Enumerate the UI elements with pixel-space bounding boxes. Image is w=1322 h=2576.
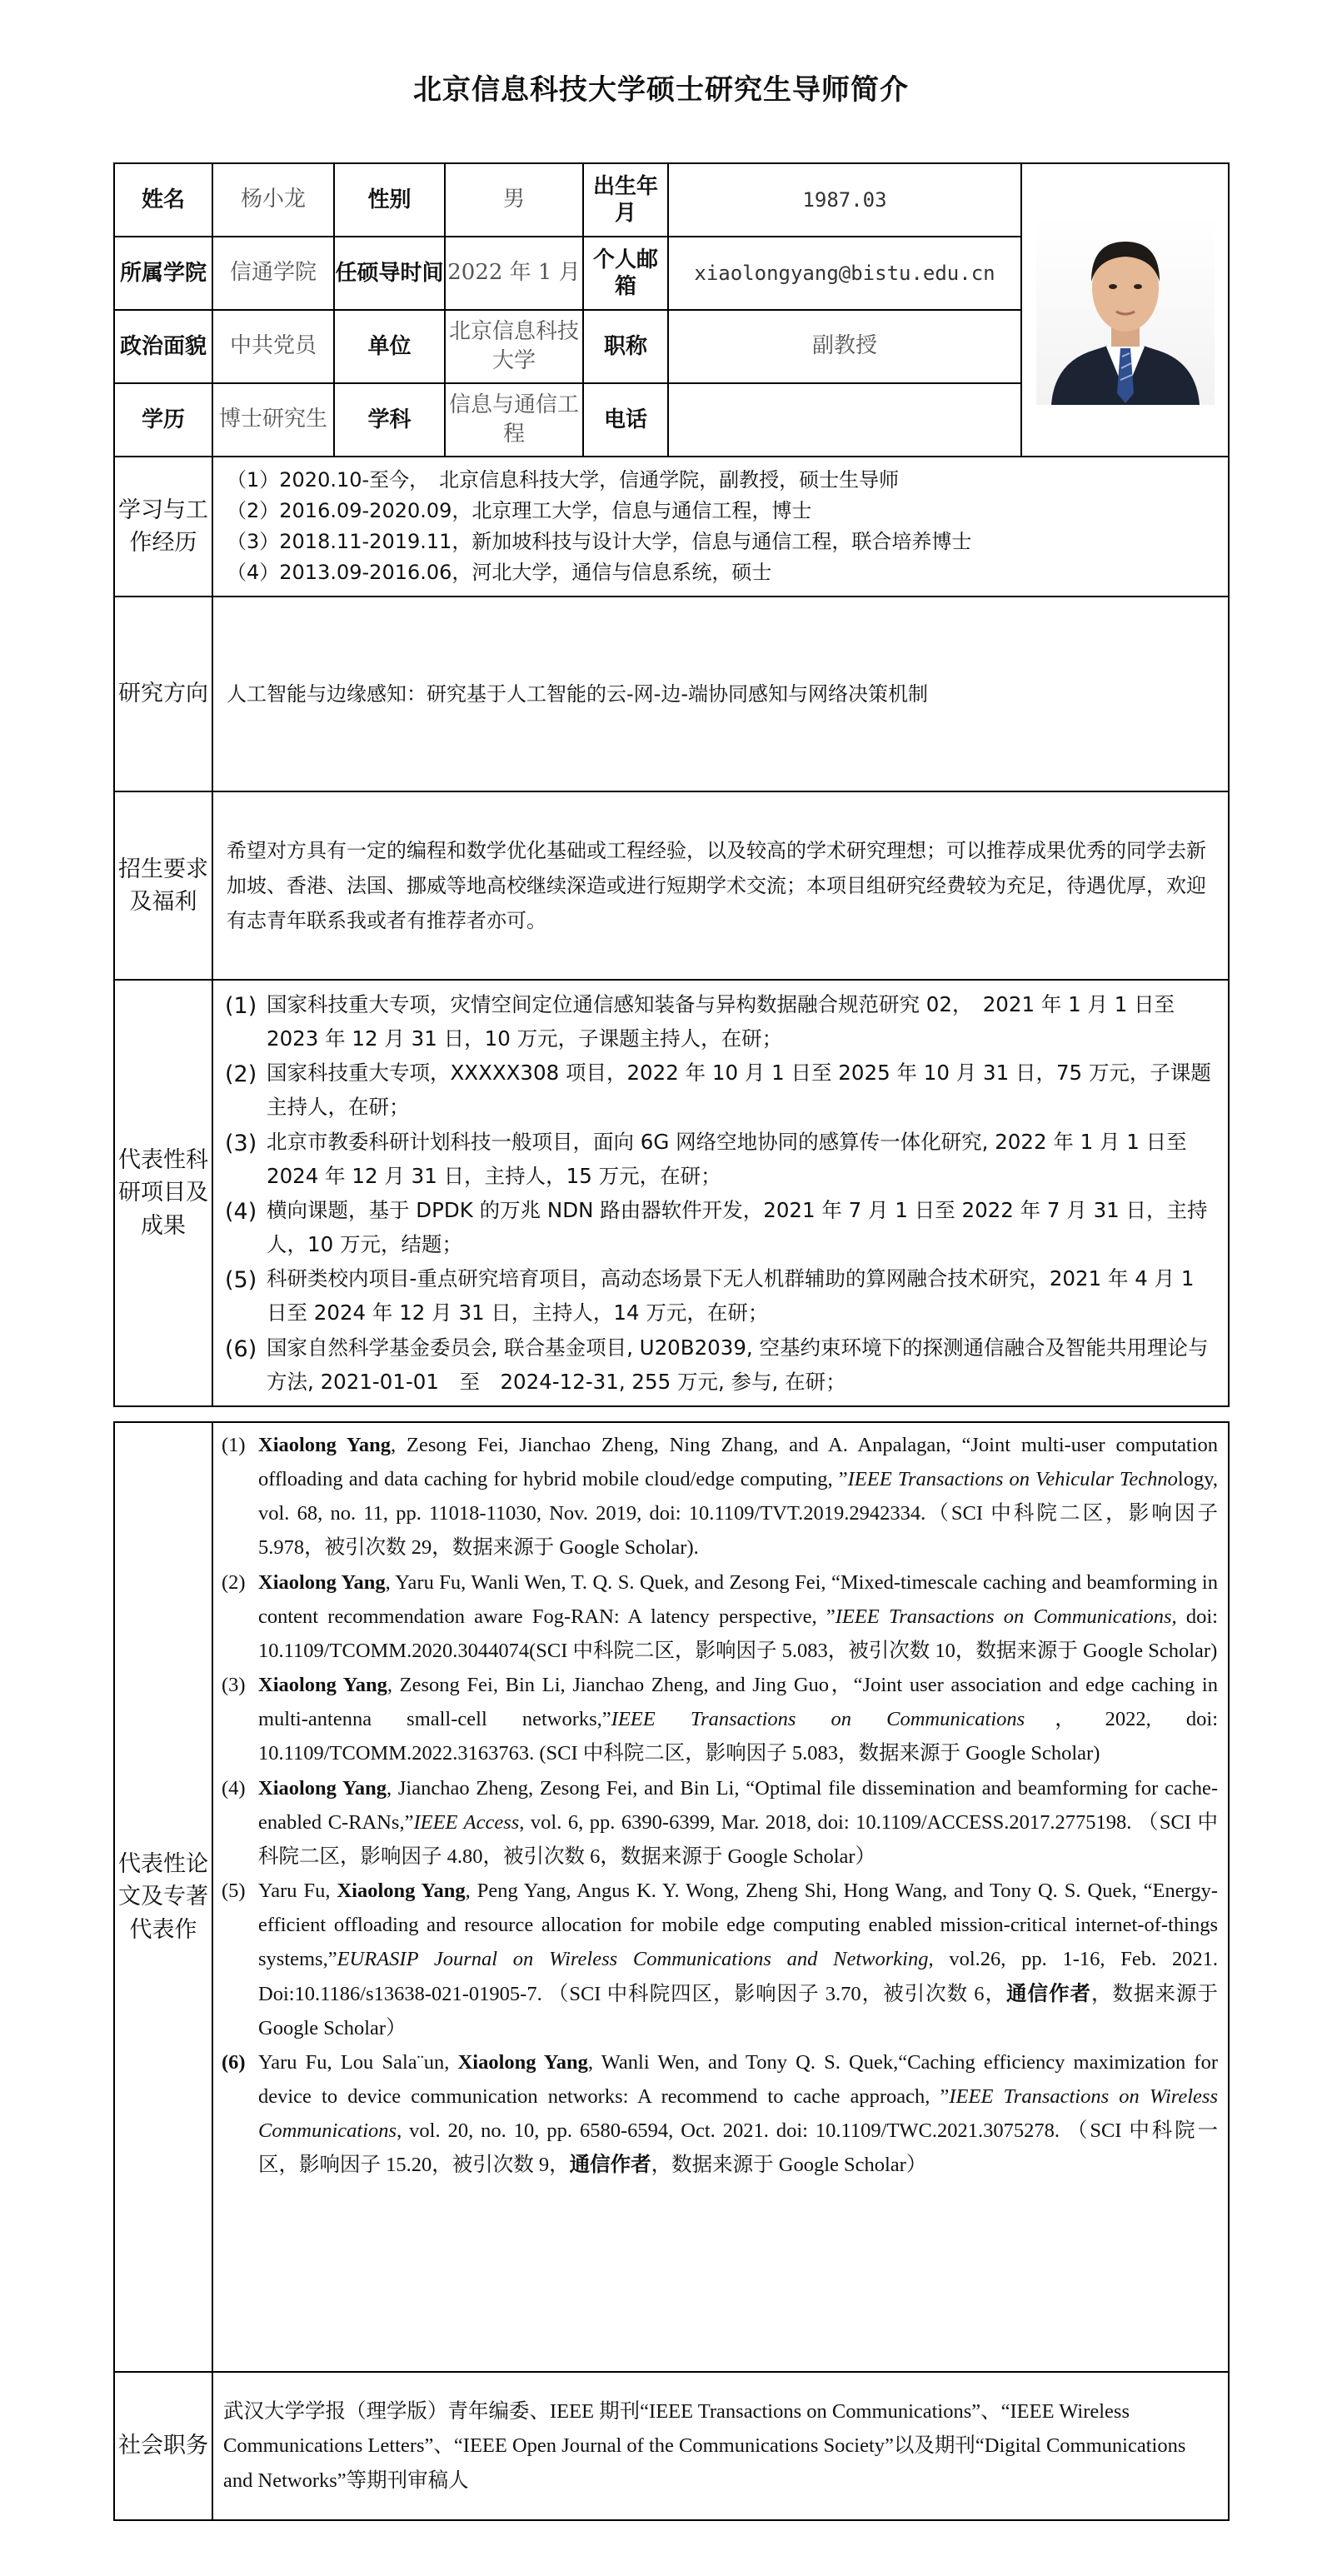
photo-cell xyxy=(1021,163,1229,457)
appointed-label: 任硕导时间 xyxy=(334,237,445,310)
paper-citation: Yaru Fu, Xiaolong Yang, Peng Yang, Angus K. Y. Wong, Zheng Shi, Hong Wang, and Tony Q. S. Quek, “Energy-efficient offloading and resource allocation for mobile edge computing enabled mission-critical internet-of-things systems,”EURASIP Journal on Wireless Communications and Networking, vol.26, pp. 1-16, Feb. 2021. Doi:10.1186/s13638-021-01905-7. （SCI 中科院四区，影响因子 3.70，被引次数 6，通信作者，数据来源于 Google Scholar） xyxy=(258,1880,1219,2039)
unit-value: 北京信息科技大学 xyxy=(445,310,583,383)
duties-label: 社会职务 xyxy=(114,2372,212,2520)
papers-label: 代表性论文及专著代表作 xyxy=(114,1422,212,2372)
projects-cell xyxy=(212,980,1229,1406)
paper-number: (3) xyxy=(222,1674,246,1697)
birth-label: 出生年月 xyxy=(583,163,668,237)
page-title: 北京信息科技大学硕士研究生导师简介 xyxy=(413,73,909,107)
paper-citation: Xiaolong Yang, Zesong Fei, Bin Li, Jianchao Zheng, and Jing Guo，“Joint user association and edge caching in multi-antenna small-cell networks,”IEEE Transactions on Communications，2022, doi: 10.1109/TCOMM.2022.3163763. (SCI 中科院二区，影响因子 5.083，数据来源于 Google Scholar) xyxy=(258,1674,1219,1765)
name-label: 姓名 xyxy=(114,163,212,237)
paper-citation: Xiaolong Yang, Yaru Fu, Wanli Wen, T. Q. S. Quek, and Zesong Fei, “Mixed-timescale caching and beamforming in content recommendation aware Fog-RAN: A latency perspective, ”IEEE Transactions on Communications, doi: 10.1109/TCOMM.2020.3044074(SCI 中科院二区，影响因子 5.083，被引次数 10，数据来源于 Google Scholar) xyxy=(258,1570,1218,1662)
project-number: (3) xyxy=(225,1130,257,1156)
discipline-label: 学科 xyxy=(334,383,445,457)
project-number: (5) xyxy=(225,1267,257,1294)
project-number: (4) xyxy=(225,1198,257,1225)
project-text: 国家科技重大专项，XXXXX308 项目，2022 年 10 月 1 日至 2025 年 10 月 31 日，75 万元，子课题主持人，在研； xyxy=(267,1061,1211,1120)
duties-cell xyxy=(212,2372,1229,2520)
birth-value: 1987.03 xyxy=(668,163,1021,237)
experience-item: （1）2020.10-至今， 北京信息科技大学，信通学院，副教授，硕士生导师 xyxy=(227,467,900,492)
experience-item: （2）2016.09-2020.09，北京理工大学，信息与通信工程，博士 xyxy=(227,498,812,522)
name-value: 杨小龙 xyxy=(212,163,334,237)
paper-item xyxy=(222,1428,1218,1565)
paper-item xyxy=(222,1771,1218,1874)
portrait-photo xyxy=(1036,215,1215,405)
papers-cell xyxy=(212,1422,1229,2372)
experience-list xyxy=(213,462,1228,592)
projects-list xyxy=(213,981,1228,1405)
paper-item xyxy=(222,1565,1218,1668)
experience-label: 学习与工作经历 xyxy=(114,457,212,597)
recruit-cell xyxy=(212,791,1229,980)
political-value: 中共党员 xyxy=(212,310,334,383)
email-label: 个人邮箱 xyxy=(583,237,668,310)
paper-item xyxy=(222,2045,1218,2183)
gender-value: 男 xyxy=(445,163,583,237)
paper-citation: Yaru Fu, Lou Sala¨un, Xiaolong Yang, Wanli Wen, and Tony Q. S. Quek,“Caching efficiency maximization for device to device communication networks: A recommend to cache approach, ”IEEE Transactions on Wireless Communications, vol. 20, no. 10, pp. 6580-6594, Oct. 2021. doi: 10.1109/TWC.2021.3075278. （SCI 中科院一区，影响因子 15.20，被引次数 9，通信作者，数据来源于 Google Scholar） xyxy=(258,2050,1218,2177)
project-number: (1) xyxy=(225,993,257,1019)
paper-number: (5) xyxy=(222,1880,246,1903)
project-text: 国家自然科学基金委员会, 联合基金项目, U20B2039, 空基约束环境下的探测通信融合及智能共用理论与方法, 2021-01-01 至 2024-12-31, 255 万元, 参与, 在研； xyxy=(267,1335,1209,1394)
project-item xyxy=(225,987,1220,1056)
discipline-value: 信息与通信工程 xyxy=(445,383,583,457)
project-text: 北京市教委科研计划科技一般项目，面向 6G 网络空地协同的感算传一体化研究, 2022 年 1 月 1 日至 2024 年 12 月 31 日，主持人，15 万元，在研； xyxy=(267,1129,1187,1188)
research-text: 人工智能与边缘感知：研究基于人工智能的云-网-边-端协同感知与网络决策机制 xyxy=(227,682,928,706)
project-item xyxy=(225,1056,1220,1124)
experience-item: （3）2018.11-2019.11，新加坡科技与设计大学，信息与通信工程，联合培养博士 xyxy=(227,530,972,553)
phone-label: 电话 xyxy=(583,383,668,457)
experience-cell xyxy=(212,457,1229,597)
phone-value xyxy=(668,383,1021,457)
email-value: xiaolongyang@bistu.edu.cn xyxy=(668,237,1021,310)
portrait-icon xyxy=(1036,215,1215,405)
college-value: 信通学院 xyxy=(212,237,334,310)
papers-table xyxy=(113,1421,1230,2521)
main-info-table xyxy=(113,162,1230,1407)
project-item xyxy=(225,1330,1220,1399)
paper-number: (2) xyxy=(222,1570,246,1594)
duties-text: 武汉大学学报（理学版）青年编委、IEEE 期刊“IEEE Transactions on Communications”、“IEEE Wireless Communications Letters”、“IEEE Open Journal of the Communications Society”以及期刊“Digital Communications and Networks”等期刊审稿人 xyxy=(223,2399,1186,2492)
education-value: 博士研究生 xyxy=(212,383,334,457)
paper-number: (6) xyxy=(222,2050,246,2074)
project-item xyxy=(225,1261,1220,1330)
paper-item xyxy=(222,1874,1218,2045)
project-item xyxy=(225,1125,1220,1193)
papers-list xyxy=(213,1423,1228,2185)
political-label: 政治面貌 xyxy=(114,310,212,383)
research-label: 研究方向 xyxy=(114,597,212,791)
project-text: 横向课题，基于 DPDK 的万兆 NDN 路由器软件开发，2021 年 7 月 1 日至 2022 年 7 月 31 日，主持人，10 万元，结题； xyxy=(267,1197,1208,1257)
appointed-value: 2022 年 1 月 xyxy=(445,237,583,310)
project-number: (2) xyxy=(225,1061,257,1088)
paper-citation: Xiaolong Yang, Jianchao Zheng, Zesong Fei, and Bin Li, “Optimal file dissemination and beamforming for cache-enabled C-RANs,”IEEE Access, vol. 6, pp. 6390-6399, Mar. 2018, doi: 10.1109/ACCESS.2017.2775198. （SCI 中科院二区，影响因子 4.80，被引次数 6，数据来源于 Google Scholar） xyxy=(258,1776,1218,1868)
gender-label: 性别 xyxy=(334,163,445,237)
paper-citation: Xiaolong Yang, Zesong Fei, Jianchao Zheng, Ning Zhang, and A. Anpalagan, “Joint multi-user computation offloading and data caching for hybrid mobile cloud/edge computing, ”IEEE Transactions on Vehicular Technology, vol. 68, no. 11, pp. 11018-11030, Nov. 2019, doi: 10.1109/TVT.2019.2942334.（SCI 中科院二区，影响因子 5.978，被引次数 29，数据来源于 Google Scholar). xyxy=(258,1434,1218,1560)
paper-number: (1) xyxy=(222,1434,246,1456)
project-text: 科研类校内项目-重点研究培育项目，高动态场景下无人机群辅助的算网融合技术研究，2021 年 4 月 1 日至 2024 年 12 月 31 日，主持人，14 万元，在研； xyxy=(267,1266,1195,1325)
experience-item: （4）2013.09-2016.06，河北大学，通信与信息系统，硕士 xyxy=(227,561,772,585)
unit-label: 单位 xyxy=(334,310,445,383)
paper-number: (4) xyxy=(222,1776,246,1800)
research-cell xyxy=(212,597,1229,791)
recruit-label: 招生要求及福利 xyxy=(114,791,212,980)
recruit-text: 希望对方具有一定的编程和数学优化基础或工程经验，以及较高的学术研究理想；可以推荐成果优秀的同学去新加坡、香港、法国、挪威等地高校继续深造或进行短期学术交流；本项目组研究经费较为充足，待遇优厚，欢迎有志青年联系我或者有推荐者亦可。 xyxy=(227,839,1206,932)
project-number: (6) xyxy=(225,1335,257,1362)
project-item xyxy=(225,1193,1220,1261)
jobtitle-value: 副教授 xyxy=(668,310,1021,383)
college-label: 所属学院 xyxy=(114,237,212,310)
project-text: 国家科技重大专项，灾情空间定位通信感知装备与异构数据融合规范研究 02， 2021 年 1 月 1 日至 2023 年 12 月 31 日，10 万元，子课题主持人，在研； xyxy=(267,992,1175,1051)
projects-label: 代表性科研项目及成果 xyxy=(114,980,212,1406)
education-label: 学历 xyxy=(114,383,212,457)
paper-item xyxy=(222,1668,1218,1770)
jobtitle-label: 职称 xyxy=(583,310,668,383)
